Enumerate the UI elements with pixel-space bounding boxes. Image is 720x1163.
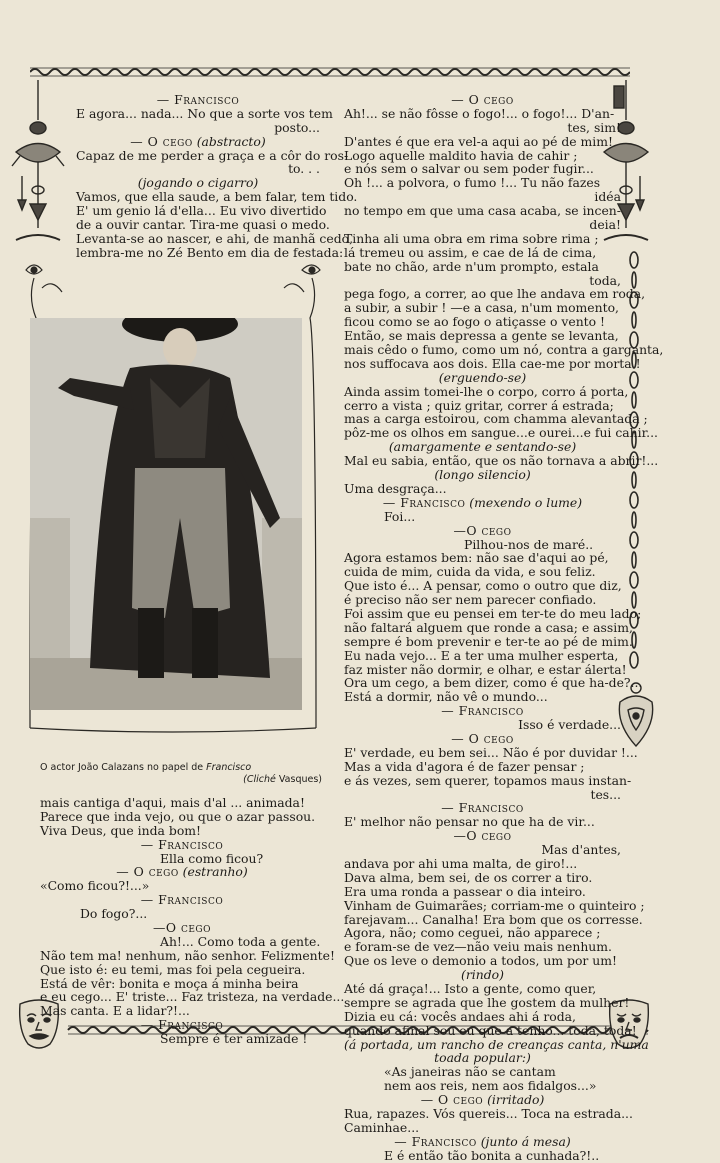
verse-text: Caminhae...	[344, 1119, 420, 1135]
verse-text: e nós sem o salvar ou sem poder fugir...	[344, 161, 594, 177]
verse-text: Ainda assim tomei-lhe o corpo, corro á porta,	[344, 383, 629, 399]
text-line	[40, 977, 324, 991]
text-line	[344, 760, 621, 774]
text-line	[40, 838, 324, 852]
text-line	[344, 107, 621, 121]
verse-text: Ora um cego, a bem dizer, como é que ha-de?...	[344, 675, 643, 691]
text-line	[344, 135, 621, 149]
text-line	[344, 968, 621, 982]
text-line	[40, 921, 324, 935]
speaker-label: — Francisco	[140, 836, 224, 852]
text-line	[344, 857, 621, 871]
text-line	[344, 1079, 621, 1093]
text-line	[344, 675, 643, 691]
text-line	[40, 1018, 324, 1032]
text-line	[344, 619, 633, 635]
stage-direction: (á portada, um rancho de creanças canta, n'uma	[344, 1036, 649, 1052]
text-line	[76, 93, 320, 107]
verse-text: Tinha ali uma obra em rima sobre rima ;	[344, 230, 599, 246]
verse-text: Dizia eu cá: vocês andaes ahi á roda,	[344, 1008, 576, 1024]
text-line	[344, 744, 638, 760]
stage-direction: (amargamente e sentando-se)	[388, 439, 577, 455]
speaker-label: — Francisco	[156, 92, 240, 107]
verse-text: quando afinal sou eu que a tenho... toda, toda!	[344, 1022, 637, 1038]
text-line	[344, 871, 621, 885]
caption-photographer: Vasques)	[278, 774, 322, 785]
verse-text: D'antes é que era vel-a aqui ao pé de mim!	[344, 133, 613, 149]
text-line	[344, 440, 621, 454]
text-line	[40, 852, 324, 866]
verse-text: Levanta-se ao nascer, e ahi, de manhã cedo,	[76, 230, 354, 246]
verse-text: Não tem ma! nenhum, não senhor. Felizmente!	[40, 947, 335, 963]
text-line	[344, 453, 659, 469]
verse-text: E é então tão bonita a cunhada?!..	[384, 1147, 600, 1163]
verse-text: Foi assim que eu pensei em ter-te do meu lado;	[344, 605, 642, 621]
speaker-label: —O cego	[453, 522, 512, 538]
verse-text: no tempo em que uma casa acaba, se incen-	[344, 203, 621, 219]
text-line	[76, 105, 333, 121]
verse-text: Logo aquelle maldito havia de cahir ;	[344, 147, 578, 163]
text-line	[344, 772, 632, 788]
text-line	[40, 865, 324, 879]
text-line	[344, 232, 621, 246]
text-line	[344, 732, 621, 746]
verse-text: mais cêdo o fumo, como um nó, contra a garganta,	[344, 342, 664, 358]
text-line	[344, 954, 621, 968]
verse-text: deia!	[589, 217, 621, 233]
verse-text: farejavam... Canalha! Era bom que os corresse.	[344, 911, 643, 927]
speaker-label: — Francisco	[394, 1133, 477, 1149]
text-line	[40, 1032, 324, 1046]
text-line	[344, 425, 658, 441]
text-line	[344, 649, 621, 663]
text-line	[344, 204, 621, 218]
text-line	[344, 633, 633, 649]
text-line	[40, 893, 324, 907]
text-line	[344, 371, 621, 385]
text-line	[344, 329, 621, 343]
verse-text: Foi...	[384, 508, 416, 524]
verse-text: e ás vezes, sem querer, topamos maus instan-	[344, 772, 632, 788]
photo-caption	[40, 762, 324, 786]
verse-text: mas a carga estoirou, com chamma alevantada ;	[344, 411, 648, 427]
text-line	[344, 605, 642, 621]
text-line	[344, 940, 621, 954]
verse-text: Uma desgraça...	[344, 480, 447, 496]
text-line	[344, 829, 621, 843]
text-line	[344, 286, 646, 302]
text-line	[344, 1121, 621, 1135]
verse-text: cerro a vista ; quiz gritar, correr á estrada;	[344, 397, 614, 413]
speaker-label: — O cego	[451, 730, 514, 746]
verse-text: e foram-se de vez—não veiu mais nenhum.	[344, 939, 612, 955]
text-line	[40, 1004, 324, 1018]
verse-text: lembra-me no Zé Bento em dia de festada:	[76, 244, 344, 260]
text-line	[344, 551, 621, 565]
text-line	[344, 1036, 649, 1052]
text-line	[40, 824, 324, 838]
verse-text: Até dá graça!... Isto a gente, como quer,	[344, 981, 597, 996]
speaker-label: —O cego	[453, 828, 512, 844]
text-line	[344, 399, 621, 413]
verse-text: Do fogo?...	[80, 906, 148, 922]
verse-text: de a ouvir cantar. Tira-me quasi o medo.	[76, 217, 330, 233]
text-line	[344, 885, 621, 899]
text-line	[344, 1051, 621, 1065]
caption-text: O actor João Calazans no papel de	[40, 762, 207, 773]
text-line	[344, 801, 621, 815]
verse-text: toda,	[589, 272, 621, 288]
hanging-lamp-icon	[8, 80, 66, 248]
text-line	[344, 661, 627, 677]
text-line	[344, 1022, 637, 1038]
stage-direction: toada popular:)	[434, 1050, 531, 1066]
verse-text: Então, se mais depressa a gente se levanta,	[344, 328, 619, 344]
text-line	[76, 147, 349, 163]
verse-text: Está a dormir, não vê o mundo...	[344, 689, 548, 705]
text-line	[76, 176, 320, 190]
verse-text: é preciso não ser nem parecer confiado.	[344, 592, 597, 608]
verse-text: lá tremeu ou assim, e cae de lá de cima,	[344, 244, 597, 260]
verse-text: e eu cego... E' triste... Faz tristeza, na verdade...	[40, 989, 345, 1005]
verse-text: Que isto é... A pensar, como o outro que diz,	[344, 578, 622, 594]
text-line	[76, 135, 320, 149]
text-line	[344, 482, 621, 496]
verse-text: Ah!... Como toda a gente.	[160, 933, 321, 949]
verse-text: Oh !... a polvora, o fumo !... Tu não fazes	[344, 175, 601, 191]
speaker-label: — O cego	[451, 92, 514, 107]
text-line	[344, 1149, 621, 1163]
text-line	[344, 1093, 621, 1107]
verse-text: to. . .	[288, 161, 320, 177]
text-line	[40, 989, 345, 1005]
text-line	[344, 260, 621, 274]
verse-text: nem aos reis, nem aos fidalgos...»	[384, 1078, 597, 1094]
verse-text: Mas a vida d'agora é de fazer pensar ;	[344, 758, 585, 774]
text-line	[344, 93, 621, 107]
verse-text: Mas canta. E a lidar?!...	[40, 1003, 190, 1019]
text-column-right	[344, 92, 664, 1163]
text-line	[344, 704, 621, 718]
text-column-left-top	[76, 92, 358, 260]
text-line	[344, 982, 621, 996]
text-line	[344, 788, 621, 802]
verse-text: Sempre é ter amizade !	[160, 1031, 308, 1047]
verse-text: Dava alma, bem sei, de os correr a tiro.	[344, 869, 593, 885]
stage-direction: (jogando o cigarro)	[137, 175, 259, 191]
speaker-label: — Francisco	[140, 1017, 224, 1033]
text-line	[76, 121, 320, 135]
actor-figure-illustration	[30, 318, 302, 710]
text-line	[40, 963, 324, 977]
verse-text: sempre é bom prevenir e ter-te ao pé de mim.	[344, 633, 633, 649]
text-line	[344, 690, 621, 704]
verse-text: Vinham de Guimarães; corriam-me o quinteiro ;	[344, 897, 645, 913]
text-line	[40, 947, 335, 963]
text-line	[344, 510, 621, 524]
verse-text: Eu nada vejo... E a ter uma mulher esperta,	[344, 647, 619, 663]
text-line	[344, 342, 664, 358]
verse-text: E' verdade, eu bem sei... Não é por duvidar !...	[344, 744, 638, 760]
text-line	[344, 565, 621, 579]
text-line	[344, 1010, 621, 1024]
verse-text: Que isto é: eu temi, mas foi pela cegueira.	[40, 961, 306, 977]
caption-credit: (Cliché	[243, 774, 279, 785]
verse-text: E agora... nada... No que a sorte vos tem	[76, 105, 333, 121]
text-column-left-bottom	[40, 795, 345, 1047]
text-line	[344, 843, 621, 857]
verse-text: Isso é verdade...	[518, 717, 621, 733]
text-line	[76, 189, 358, 205]
stage-direction: (rindo)	[461, 967, 504, 983]
stage-direction: (junto á mesa)	[476, 1133, 571, 1149]
verse-text: mais cantiga d'aqui, mais d'al ... animada!	[40, 795, 305, 810]
verse-text: Capaz de me perder a graça e a côr do ros-	[76, 147, 349, 163]
verse-text: andava por ahi uma malta, de giro!...	[344, 855, 578, 871]
text-line	[344, 274, 621, 288]
text-line	[344, 1135, 621, 1149]
text-line	[344, 538, 621, 552]
stage-direction: (mexendo o lume)	[465, 494, 583, 510]
verse-text: ficou como se ao fogo o atiçasse o vento !	[344, 314, 606, 330]
text-line	[40, 879, 324, 893]
text-line	[344, 301, 621, 315]
text-line	[344, 579, 621, 593]
text-line	[76, 217, 330, 233]
verse-text: Mas d'antes,	[541, 842, 621, 858]
verse-text: faz mister não dormir, e olhar, e estar álerta!	[344, 661, 627, 677]
text-line	[344, 121, 621, 135]
verse-text: Agora, não; como ceguei, não apparece ;	[344, 925, 601, 941]
speaker-label: — O cego	[130, 133, 193, 149]
speaker-label: — Francisco	[382, 494, 466, 510]
verse-text: posto...	[274, 119, 320, 135]
stage-direction: (erguendo-se)	[438, 369, 527, 385]
verse-text: «Como ficou?!...»	[40, 878, 150, 894]
text-line	[76, 230, 354, 246]
verse-text: pôz-me os olhos em sangue...e ourei...e fui cahir...	[344, 425, 658, 441]
text-line	[344, 190, 621, 204]
verse-text: Ella como ficou?	[160, 850, 264, 866]
text-line	[344, 994, 630, 1010]
verse-text: Está de vêr: bonita e moça á minha beira	[40, 975, 299, 991]
verse-text: tes, sim!	[567, 119, 621, 135]
speaker-label: — O cego	[420, 1092, 484, 1108]
text-line	[344, 815, 621, 829]
text-line	[344, 315, 621, 329]
verse-text: nos suffocava aos dois. Ella cae-me por morta !	[344, 355, 641, 371]
stage-direction: (longo silencio)	[434, 467, 531, 483]
speaker-label: — Francisco	[441, 800, 524, 816]
verse-text: E' um genio lá d'ella... Eu vivo divertido	[76, 203, 327, 219]
verse-text: Agora estamos bem: não sae d'aqui ao pé,	[344, 550, 609, 566]
verse-text: não faltará alguem que ronde a casa; e assim,	[344, 619, 633, 635]
caption-role: Francisco	[206, 762, 252, 773]
verse-text: cuida de mim, cuida da vida, e sou feliz.	[344, 564, 596, 580]
text-line	[344, 926, 621, 940]
verse-text: pega fogo, a correr, ao que lhe andava em roda,	[344, 286, 646, 302]
speaker-label: — O cego	[116, 864, 179, 880]
text-line	[40, 935, 324, 949]
text-line	[344, 593, 621, 607]
verse-text: Viva Deus, que inda bom!	[40, 822, 202, 838]
text-line	[344, 1106, 633, 1122]
verse-text: E' melhor não pensar no que ha de vir...	[344, 814, 595, 830]
text-line	[344, 897, 645, 913]
verse-text: a subir, a subir ! —e a casa, n'um momento,	[344, 300, 619, 316]
speaker-label: — Francisco	[441, 703, 524, 719]
text-line	[344, 468, 621, 482]
text-line	[344, 149, 621, 163]
verse-text: Vamos, que ella saude, a bem falar, tem tido.	[76, 189, 358, 205]
text-line	[76, 203, 327, 219]
stage-direction: (irritado)	[483, 1092, 545, 1108]
verse-text: idéa	[594, 189, 621, 205]
text-line	[344, 246, 621, 260]
text-line	[344, 911, 643, 927]
verse-text: Mal eu sabia, então, que os não tornava a abrir!...	[344, 453, 659, 469]
verse-text: Era uma ronda a passear o dia inteiro.	[344, 883, 586, 899]
actor-photograph	[30, 318, 302, 710]
verse-text: Que os leve o demonio a todos, um por um!	[344, 953, 617, 969]
verse-text: Pilhou-nos de maré..	[464, 536, 594, 552]
speaker-label: — Francisco	[140, 892, 224, 908]
verse-text: tes...	[590, 786, 621, 802]
text-line	[344, 176, 621, 190]
verse-text: Parece que inda vejo, ou que o azar passou.	[40, 808, 316, 824]
text-line	[344, 718, 621, 732]
text-line	[76, 162, 320, 176]
stage-direction: (estranho)	[178, 864, 248, 880]
verse-text: Ah!... se não fôsse o fogo!... o fogo!... D'an-	[344, 105, 615, 121]
speaker-label: —O cego	[152, 920, 211, 936]
verse-text: «As janeiras não se cantam	[384, 1064, 556, 1080]
text-line	[344, 1065, 621, 1079]
text-line	[40, 796, 324, 810]
text-line	[344, 162, 621, 176]
verse-text: sempre se agrada que lhe gostem da mulher!	[344, 994, 630, 1010]
text-line	[344, 218, 621, 232]
text-line	[344, 355, 641, 371]
text-line	[40, 810, 324, 824]
rope-border-top	[30, 66, 630, 78]
text-line	[40, 907, 324, 921]
text-line	[344, 383, 629, 399]
verse-text: Rua, rapazes. Vós quereis... Toca na estrada...	[344, 1106, 633, 1122]
text-line	[344, 411, 648, 427]
text-line	[76, 244, 344, 260]
text-line	[344, 524, 621, 538]
verse-text: bate no chão, arde n'um prompto, estala	[344, 258, 599, 274]
stage-direction: (abstracto)	[192, 133, 266, 149]
text-line	[344, 496, 621, 510]
